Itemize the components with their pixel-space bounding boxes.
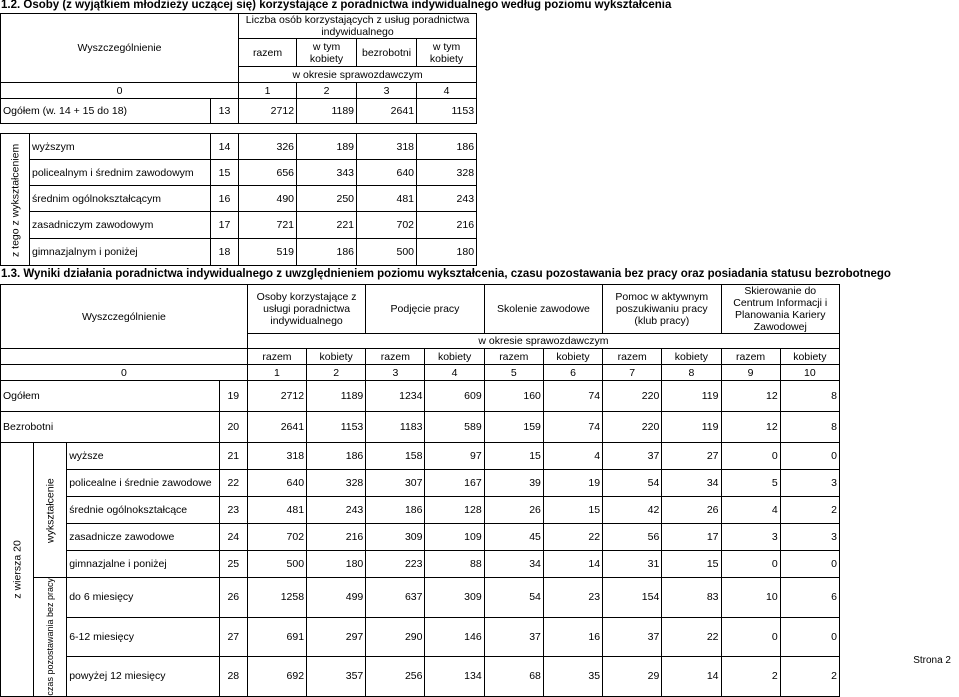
- t2-cell: 159: [484, 412, 543, 443]
- t2-sub: kobiety: [425, 349, 484, 365]
- t2-cell: 54: [484, 578, 543, 618]
- t2-cell: 2: [721, 657, 780, 697]
- t2-cell: 16: [543, 617, 602, 657]
- t1-cell: 640: [357, 160, 417, 186]
- t1-colnum-3: 3: [357, 83, 417, 99]
- t2-cell: 42: [603, 497, 662, 524]
- t2-cell: 0: [721, 617, 780, 657]
- t2-cell: 243: [307, 497, 366, 524]
- t2-cell: 8: [780, 381, 839, 412]
- t2-row-num: 25: [219, 551, 247, 578]
- t2-cell: 19: [543, 470, 602, 497]
- t1-w-tym-kobiety-1: w tym kobiety: [297, 39, 357, 67]
- t2-colnum: 2: [307, 365, 366, 381]
- t2-wyszczegolnienie: Wyszczególnienie: [1, 285, 248, 349]
- t2-row-label: gimnazjalne i poniżej: [67, 551, 220, 578]
- t2-cell: 637: [366, 578, 425, 618]
- t1-colnum-0: 0: [1, 83, 239, 99]
- t1-total-v1: 2712: [239, 99, 297, 124]
- t2-cell: 15: [543, 497, 602, 524]
- t2-sub: razem: [484, 349, 543, 365]
- t1-period: w okresie sprawozdawczym: [239, 67, 477, 83]
- t2-cell: 37: [484, 617, 543, 657]
- t1-spacer: [1, 124, 477, 134]
- t2-cell: 4: [721, 497, 780, 524]
- t2-cell: 88: [425, 551, 484, 578]
- t2-cell: 0: [721, 443, 780, 470]
- t2-row-label: średnie ogólnokształcące: [67, 497, 220, 524]
- t2-cell: 97: [425, 443, 484, 470]
- t2-cell: 500: [247, 551, 306, 578]
- t2-cell: 37: [603, 617, 662, 657]
- t1-row-num: 14: [211, 134, 239, 160]
- t1-cell: 500: [357, 239, 417, 266]
- t1-row-num: 15: [211, 160, 239, 186]
- t2-cell: 68: [484, 657, 543, 697]
- t2-cell: 3: [780, 470, 839, 497]
- t2-edu-label: wykształcenie: [34, 443, 67, 578]
- t2-colnum: 7: [603, 365, 662, 381]
- t2-cell: 2: [780, 657, 839, 697]
- t1-cell: 250: [297, 186, 357, 212]
- t1-total-label: Ogółem (w. 14 + 15 do 18): [1, 99, 211, 124]
- t2-cell: 702: [247, 524, 306, 551]
- t2-cell: 691: [247, 617, 306, 657]
- t2-cell: 216: [307, 524, 366, 551]
- t1-cell: 343: [297, 160, 357, 186]
- t2-period: w okresie sprawozdawczym: [247, 334, 839, 349]
- t1-razem: razem: [239, 39, 297, 67]
- t2-cell: 2641: [247, 412, 306, 443]
- t2-cell: 309: [366, 524, 425, 551]
- t2-row-label: do 6 miesięcy: [67, 578, 220, 618]
- t2-cell: 481: [247, 497, 306, 524]
- t2-cell: 154: [603, 578, 662, 618]
- t2-cell: 1258: [247, 578, 306, 618]
- t2-cell: 640: [247, 470, 306, 497]
- t2-colnum: 5: [484, 365, 543, 381]
- t1-row-num: 16: [211, 186, 239, 212]
- t2-cell: 3: [721, 524, 780, 551]
- t1-cell: 519: [239, 239, 297, 266]
- t2-cell: 186: [307, 443, 366, 470]
- table2: [0, 284, 840, 697]
- t1-row-label: gimnazjalnym i poniżej: [30, 239, 211, 266]
- t2-cell: 31: [603, 551, 662, 578]
- t2-cell: 27: [662, 443, 721, 470]
- t2-colnum: 9: [721, 365, 780, 381]
- t1-cell: 656: [239, 160, 297, 186]
- t1-colnum-2: 2: [297, 83, 357, 99]
- t2-cell: 22: [662, 617, 721, 657]
- t2-cell: 74: [543, 412, 602, 443]
- t1-cell: 481: [357, 186, 417, 212]
- t2-row-label: policealne i średnie zawodowe: [67, 470, 220, 497]
- t2-cell: 56: [603, 524, 662, 551]
- t2-cell: 1183: [366, 412, 425, 443]
- t2-cell: 357: [307, 657, 366, 697]
- t2-cell: 14: [662, 657, 721, 697]
- t2-sub: kobiety: [543, 349, 602, 365]
- t1-cell: 186: [417, 134, 477, 160]
- t2-sub: kobiety: [780, 349, 839, 365]
- t1-cell: 216: [417, 212, 477, 239]
- t1-row-num: 18: [211, 239, 239, 266]
- page-number: Strona 2: [913, 655, 951, 666]
- t2-cell: 39: [484, 470, 543, 497]
- t2-sub: kobiety: [307, 349, 366, 365]
- t2-cell: 128: [425, 497, 484, 524]
- t2-colnum: 0: [1, 365, 248, 381]
- t2-group-3: Pomoc w aktywnym poszukiwaniu pracy (klub pracy): [603, 285, 721, 334]
- t2-colnum: 1: [247, 365, 306, 381]
- t2-cell: 307: [366, 470, 425, 497]
- t2-cell: 2712: [247, 381, 306, 412]
- t2-cell: 119: [662, 412, 721, 443]
- t2-row-num: 27: [219, 617, 247, 657]
- t2-cell: 146: [425, 617, 484, 657]
- t2-cell: 499: [307, 578, 366, 618]
- t2-cell: 5: [721, 470, 780, 497]
- t2-row-num: 28: [219, 657, 247, 697]
- t2-colnum: 10: [780, 365, 839, 381]
- t2-sub: razem: [603, 349, 662, 365]
- t1-group-header: Liczba osób korzystających z usług poradnictwa indywidualnego: [239, 14, 477, 39]
- t1-total-num: 13: [211, 99, 239, 124]
- t2-colnum: 3: [366, 365, 425, 381]
- t2-cell: 17: [662, 524, 721, 551]
- t2-row-label: 6-12 miesięcy: [67, 617, 220, 657]
- t2-cell: 74: [543, 381, 602, 412]
- t1-row-label: wyższym: [30, 134, 211, 160]
- t1-colnum-1: 1: [239, 83, 297, 99]
- t2-cell: 35: [543, 657, 602, 697]
- t2-row-num: 20: [219, 412, 247, 443]
- t2-row-label: powyżej 12 miesięcy: [67, 657, 220, 697]
- t2-cell: 45: [484, 524, 543, 551]
- t2-group-2: Skolenie zawodowe: [484, 285, 602, 334]
- t1-row-label: zasadniczym zawodowym: [30, 212, 211, 239]
- t1-row-label: policealnym i średnim zawodowym: [30, 160, 211, 186]
- t2-cell: 223: [366, 551, 425, 578]
- t2-cell: 14: [543, 551, 602, 578]
- t2-sub: razem: [247, 349, 306, 365]
- t2-cell: 22: [543, 524, 602, 551]
- t2-cell: 589: [425, 412, 484, 443]
- t2-cell: 0: [780, 443, 839, 470]
- t2-cell: 37: [603, 443, 662, 470]
- t2-cell: 23: [543, 578, 602, 618]
- t2-cell: 83: [662, 578, 721, 618]
- t2-cell: 1234: [366, 381, 425, 412]
- table1: [0, 13, 477, 266]
- t2-cell: 15: [662, 551, 721, 578]
- t2-cell: 186: [366, 497, 425, 524]
- t2-cell: 1153: [307, 412, 366, 443]
- t1-row-num: 17: [211, 212, 239, 239]
- t2-row-num: 23: [219, 497, 247, 524]
- t1-cell: 318: [357, 134, 417, 160]
- t2-row-label: wyższe: [67, 443, 220, 470]
- t2-cell: 309: [425, 578, 484, 618]
- t2-sub-blank: [1, 349, 248, 365]
- t2-cell: 0: [780, 617, 839, 657]
- t2-row-num: 22: [219, 470, 247, 497]
- t2-cell: 119: [662, 381, 721, 412]
- t2-cell: 10: [721, 578, 780, 618]
- t2-group-4: Skierowanie do Centrum Informacji i Planowania Kariery Zawodowej: [721, 285, 840, 334]
- t2-cell: 167: [425, 470, 484, 497]
- t2-cell: 256: [366, 657, 425, 697]
- t2-cell: 54: [603, 470, 662, 497]
- t2-cell: 220: [603, 381, 662, 412]
- t2-row-label: zasadnicze zawodowe: [67, 524, 220, 551]
- t1-cell: 186: [297, 239, 357, 266]
- t2-row-label: Bezrobotni: [1, 412, 220, 443]
- t1-cell: 721: [239, 212, 297, 239]
- t2-cell: 692: [247, 657, 306, 697]
- t1-total-v4: 1153: [417, 99, 477, 124]
- t1-colnum-4: 4: [417, 83, 477, 99]
- t2-cell: 0: [721, 551, 780, 578]
- t2-cell: 0: [780, 551, 839, 578]
- table1-title: 1.2. Osoby (z wyjątkiem młodzieży uczącej się) korzystające z poradnictwa indywidualnego według poziomu wykształcenia: [1, 0, 672, 11]
- t1-w-tym-kobiety-2: w tym kobiety: [417, 39, 477, 67]
- t2-cell: 220: [603, 412, 662, 443]
- t1-wyszczegolnienie: Wyszczególnienie: [1, 14, 239, 83]
- t2-cell: 290: [366, 617, 425, 657]
- t1-cell: 702: [357, 212, 417, 239]
- t2-group-1: Podjęcie pracy: [366, 285, 484, 334]
- t1-cell: 328: [417, 160, 477, 186]
- t2-row-label: Ogółem: [1, 381, 220, 412]
- t2-row-num: 19: [219, 381, 247, 412]
- t2-cell: 160: [484, 381, 543, 412]
- t2-cell: 12: [721, 412, 780, 443]
- t1-cell: 326: [239, 134, 297, 160]
- t2-colnum: 6: [543, 365, 602, 381]
- t2-row-num: 21: [219, 443, 247, 470]
- t2-cell: 12: [721, 381, 780, 412]
- t2-sub: razem: [721, 349, 780, 365]
- t2-time-label: czas pozostawania bez pracy: [34, 578, 67, 697]
- t2-cell: 158: [366, 443, 425, 470]
- t2-cell: 318: [247, 443, 306, 470]
- t2-cell: 34: [484, 551, 543, 578]
- t2-cell: 2: [780, 497, 839, 524]
- t2-cell: 134: [425, 657, 484, 697]
- t2-cell: 29: [603, 657, 662, 697]
- t2-sub: kobiety: [662, 349, 721, 365]
- t2-cell: 6: [780, 578, 839, 618]
- t2-cell: 109: [425, 524, 484, 551]
- t1-cell: 490: [239, 186, 297, 212]
- t2-cell: 1189: [307, 381, 366, 412]
- t2-group-0: Osoby korzystające z usługi poradnictwa indywidualnego: [247, 285, 365, 334]
- t2-sub: razem: [366, 349, 425, 365]
- t1-cell: 189: [297, 134, 357, 160]
- t2-colnum: 4: [425, 365, 484, 381]
- t1-group-label: z tego z wykształceniem: [1, 134, 30, 266]
- t2-cell: 328: [307, 470, 366, 497]
- t2-cell: 26: [662, 497, 721, 524]
- t2-cell: 26: [484, 497, 543, 524]
- t2-row-num: 24: [219, 524, 247, 551]
- t2-cell: 180: [307, 551, 366, 578]
- t1-cell: 243: [417, 186, 477, 212]
- t2-row-num: 26: [219, 578, 247, 618]
- t2-cell: 15: [484, 443, 543, 470]
- t2-cell: 8: [780, 412, 839, 443]
- t2-cell: 4: [543, 443, 602, 470]
- t1-total-v3: 2641: [357, 99, 417, 124]
- t2-colnum: 8: [662, 365, 721, 381]
- t1-cell: 180: [417, 239, 477, 266]
- t2-cell: 297: [307, 617, 366, 657]
- t2-cell: 34: [662, 470, 721, 497]
- t1-row-label: średnim ogólnokształcącym: [30, 186, 211, 212]
- t2-cell: 3: [780, 524, 839, 551]
- t2-outer-label: z wiersza 20: [1, 443, 34, 697]
- t1-bezrobotni: bezrobotni: [357, 39, 417, 67]
- table2-title: 1.3. Wyniki działania poradnictwa indywidualnego z uwzględnieniem poziomu wykształcenia, czasu pozostawania bez pracy oraz posiadania statusu bezrobotnego: [1, 268, 891, 280]
- t2-cell: 609: [425, 381, 484, 412]
- t1-total-v2: 1189: [297, 99, 357, 124]
- t1-cell: 221: [297, 212, 357, 239]
